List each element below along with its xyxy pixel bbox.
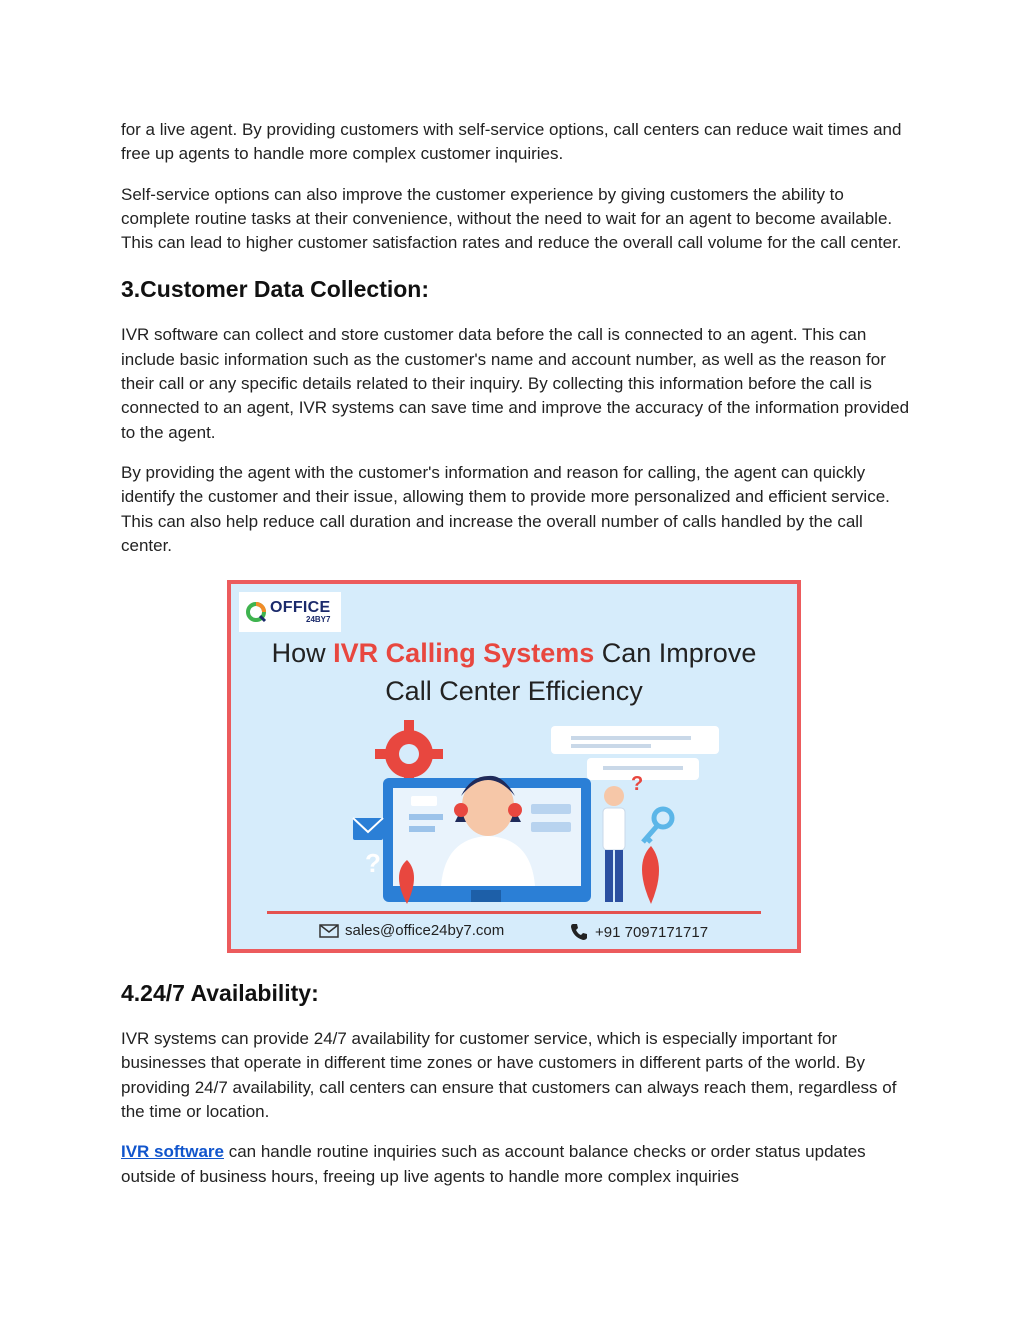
section-heading: 4.24/7 Availability: — [121, 980, 319, 1007]
key-icon — [643, 809, 672, 842]
office24by7-logo: OFFICE 24BY7 — [239, 592, 341, 632]
svg-text:?: ? — [631, 773, 644, 796]
banner-divider — [267, 911, 761, 914]
speech-bubble-icon — [551, 726, 719, 780]
plant-right-icon — [642, 846, 659, 904]
paragraph: By providing the agent with the customer's information and reason for calling, the agent can quickly identify the customer and their issue, allowing them to provide more personalized and efficient service. This can also help reduce call duration and increase the overall number of calls handled by the call center. — [121, 462, 890, 555]
envelope-outline-icon — [319, 924, 339, 938]
paragraph: IVR software can collect and store customer data before the call is connected to an agent. This can include basic information such as the customer's name and account number, as well as the reason for their call or any specific details related to their inquiry. By collecting this information before the call is connected to an agent, IVR systems can save time and improve the accuracy of the information provided to the agent. — [121, 325, 910, 442]
paragraph: for a live agent. By providing customers with self-service options, call centers can reduce wait times and free up agents to handle more complex customer inquiries. — [121, 120, 902, 164]
ivr-software-link[interactable]: IVR software — [121, 1142, 224, 1162]
banner-contact-bar — [231, 922, 797, 944]
envelope-icon — [353, 818, 383, 840]
customer-illustration — [603, 773, 643, 902]
contact-email: sales@office24by7.com — [319, 922, 504, 939]
ivr-banner-image — [227, 580, 801, 953]
banner-title-line1: How IVR Calling Systems Can Improve — [271, 638, 757, 669]
banner-title-line2: Call Center Efficiency — [385, 676, 643, 707]
paragraph: Self-service options can also improve the customer experience by giving customers the ability to complete routine tasks at their convenience, without the need to wait for an agent to become available. This can lead to higher customer satisfaction rates and reduce the overall call volume for the call center. — [121, 184, 902, 253]
paragraph: IVR systems can provide 24/7 availability for customer service, which is especially important for businesses that operate in different time zones or have customers in different parts of the world. By providing 24/7 availability, call centers can ensure that customers can always reach them, regardless of the time or location. — [121, 1029, 897, 1122]
section-heading: 3.Customer Data Collection: — [121, 276, 429, 303]
paragraph: IVR software can handle routine inquiries such as account balance checks or order status updates outside of business hours, freeing up live agents to handle more complex inquiries — [121, 1142, 866, 1186]
contact-phone: +91 7097171717 — [569, 922, 708, 942]
document-page — [121, 118, 911, 1205]
call-center-illustration — [231, 714, 797, 910]
question-mark-icon: ? — [365, 848, 381, 879]
phone-icon — [569, 922, 589, 942]
gear-icon — [375, 720, 443, 788]
logo-ring-icon — [245, 601, 267, 623]
